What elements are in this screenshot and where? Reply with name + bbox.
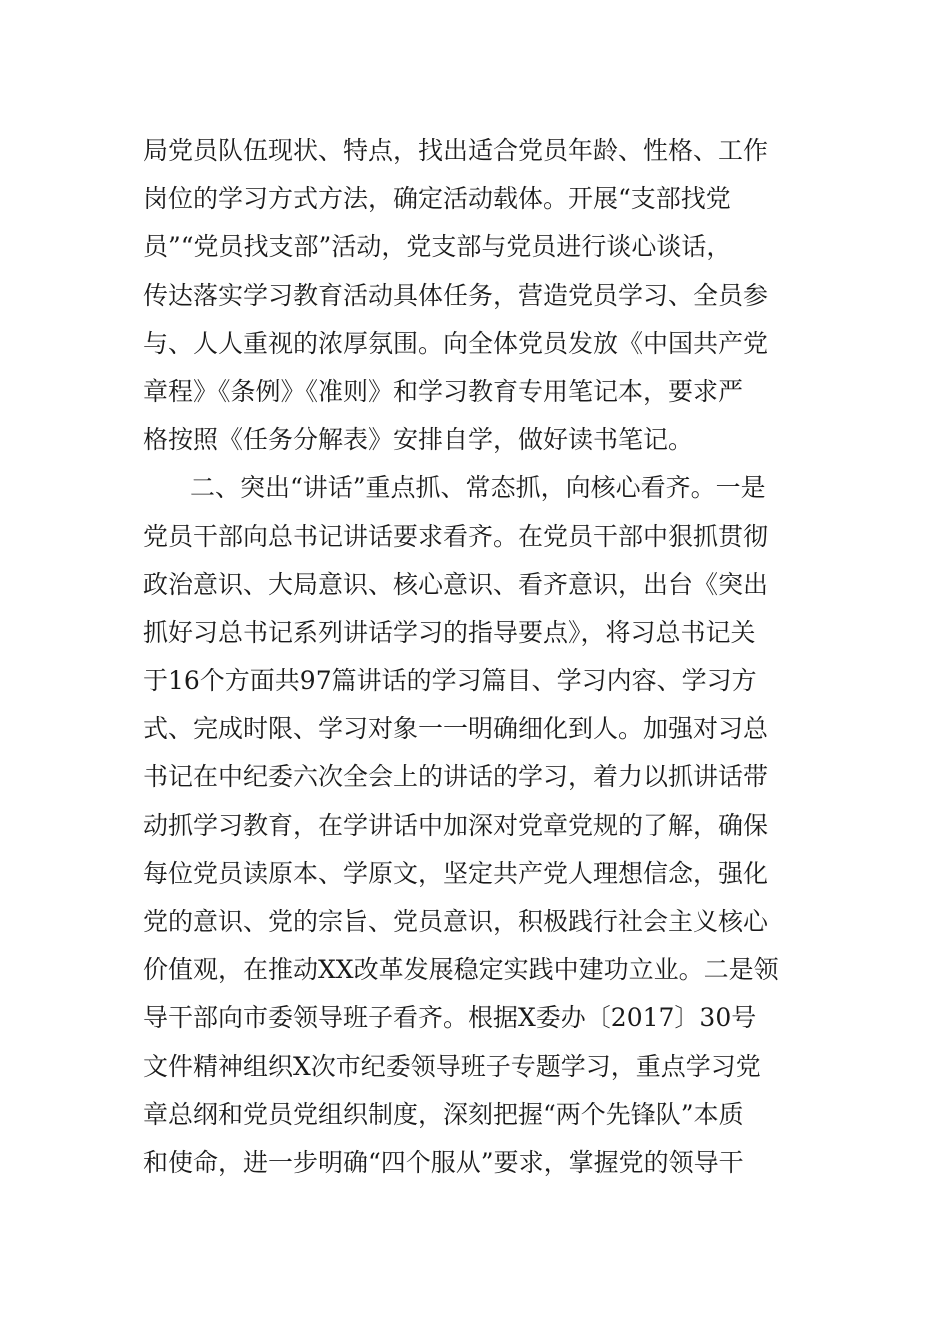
text-line: 章程》《条例》《准则》和学习教育专用笔记本，要求严 [143, 376, 744, 406]
text-line: 岗位的学习方式方法，确定活动载体。开展“支部找党 [143, 184, 731, 214]
text-line: 章总纲和党员党组织制度，深刻把握“两个先锋队”本质 [143, 1099, 744, 1129]
text-line: 员”“党员找支部”活动，党支部与党员进行谈心谈话， [143, 232, 732, 262]
text-line: 动抓学习教育，在学讲话中加深对党章党规的了解，确保 [143, 810, 769, 840]
text-line: 传达落实学习教育活动具体任务，营造党员学习、全员参 [143, 280, 769, 310]
text-line: 导干部向市委领导班子看齐。根据X委办〔2017〕30号 [143, 1003, 757, 1033]
text-line: 和使命，进一步明确“四个服从”要求，掌握党的领导干 [143, 1147, 744, 1177]
text-line: 格按照《任务分解表》安排自学，做好读书笔记。 [143, 425, 694, 455]
text-line: 文件精神组织X次市纪委领导班子专题学习，重点学习党 [143, 1051, 761, 1081]
text-line: 式、完成时限、学习对象一一明确细化到人。加强对习总 [143, 714, 769, 744]
text-line: 于16个方面共97篇讲话的学习篇目、学习内容、学习方 [143, 666, 757, 696]
text-line: 抓好习总书记系列讲话学习的指导要点》，将习总书记关 [143, 617, 756, 647]
text-line: 党的意识、党的宗旨、党员意识，积极践行社会主义核心 [143, 907, 769, 936]
body-text [143, 127, 808, 1187]
text-line: 书记在中纪委六次全会上的讲话的学习，着力以抓讲话带 [143, 762, 769, 792]
text-line: 每位党员读原本、学原文，坚定共产党人理想信念，强化 [143, 858, 769, 888]
text-line: 党员干部向总书记讲话要求看齐。在党员干部中狠抓贯彻 [143, 521, 769, 551]
text-line: 价值观，在推动XX改革发展稳定实践中建功立业。二是领 [143, 955, 779, 985]
text-line: 局党员队伍现状、特点，找出适合党员年龄、性格、工作 [143, 136, 769, 165]
text-line: 政治意识、大局意识、核心意识、看齐意识，出台《突出 [143, 569, 769, 599]
section-heading-line: 二、突出“讲话”重点抓、常态抓，向核心看齐。一是 [190, 473, 766, 503]
text-line: 与、人人重视的浓厚氛围。向全体党员发放《中国共产党 [143, 328, 769, 358]
